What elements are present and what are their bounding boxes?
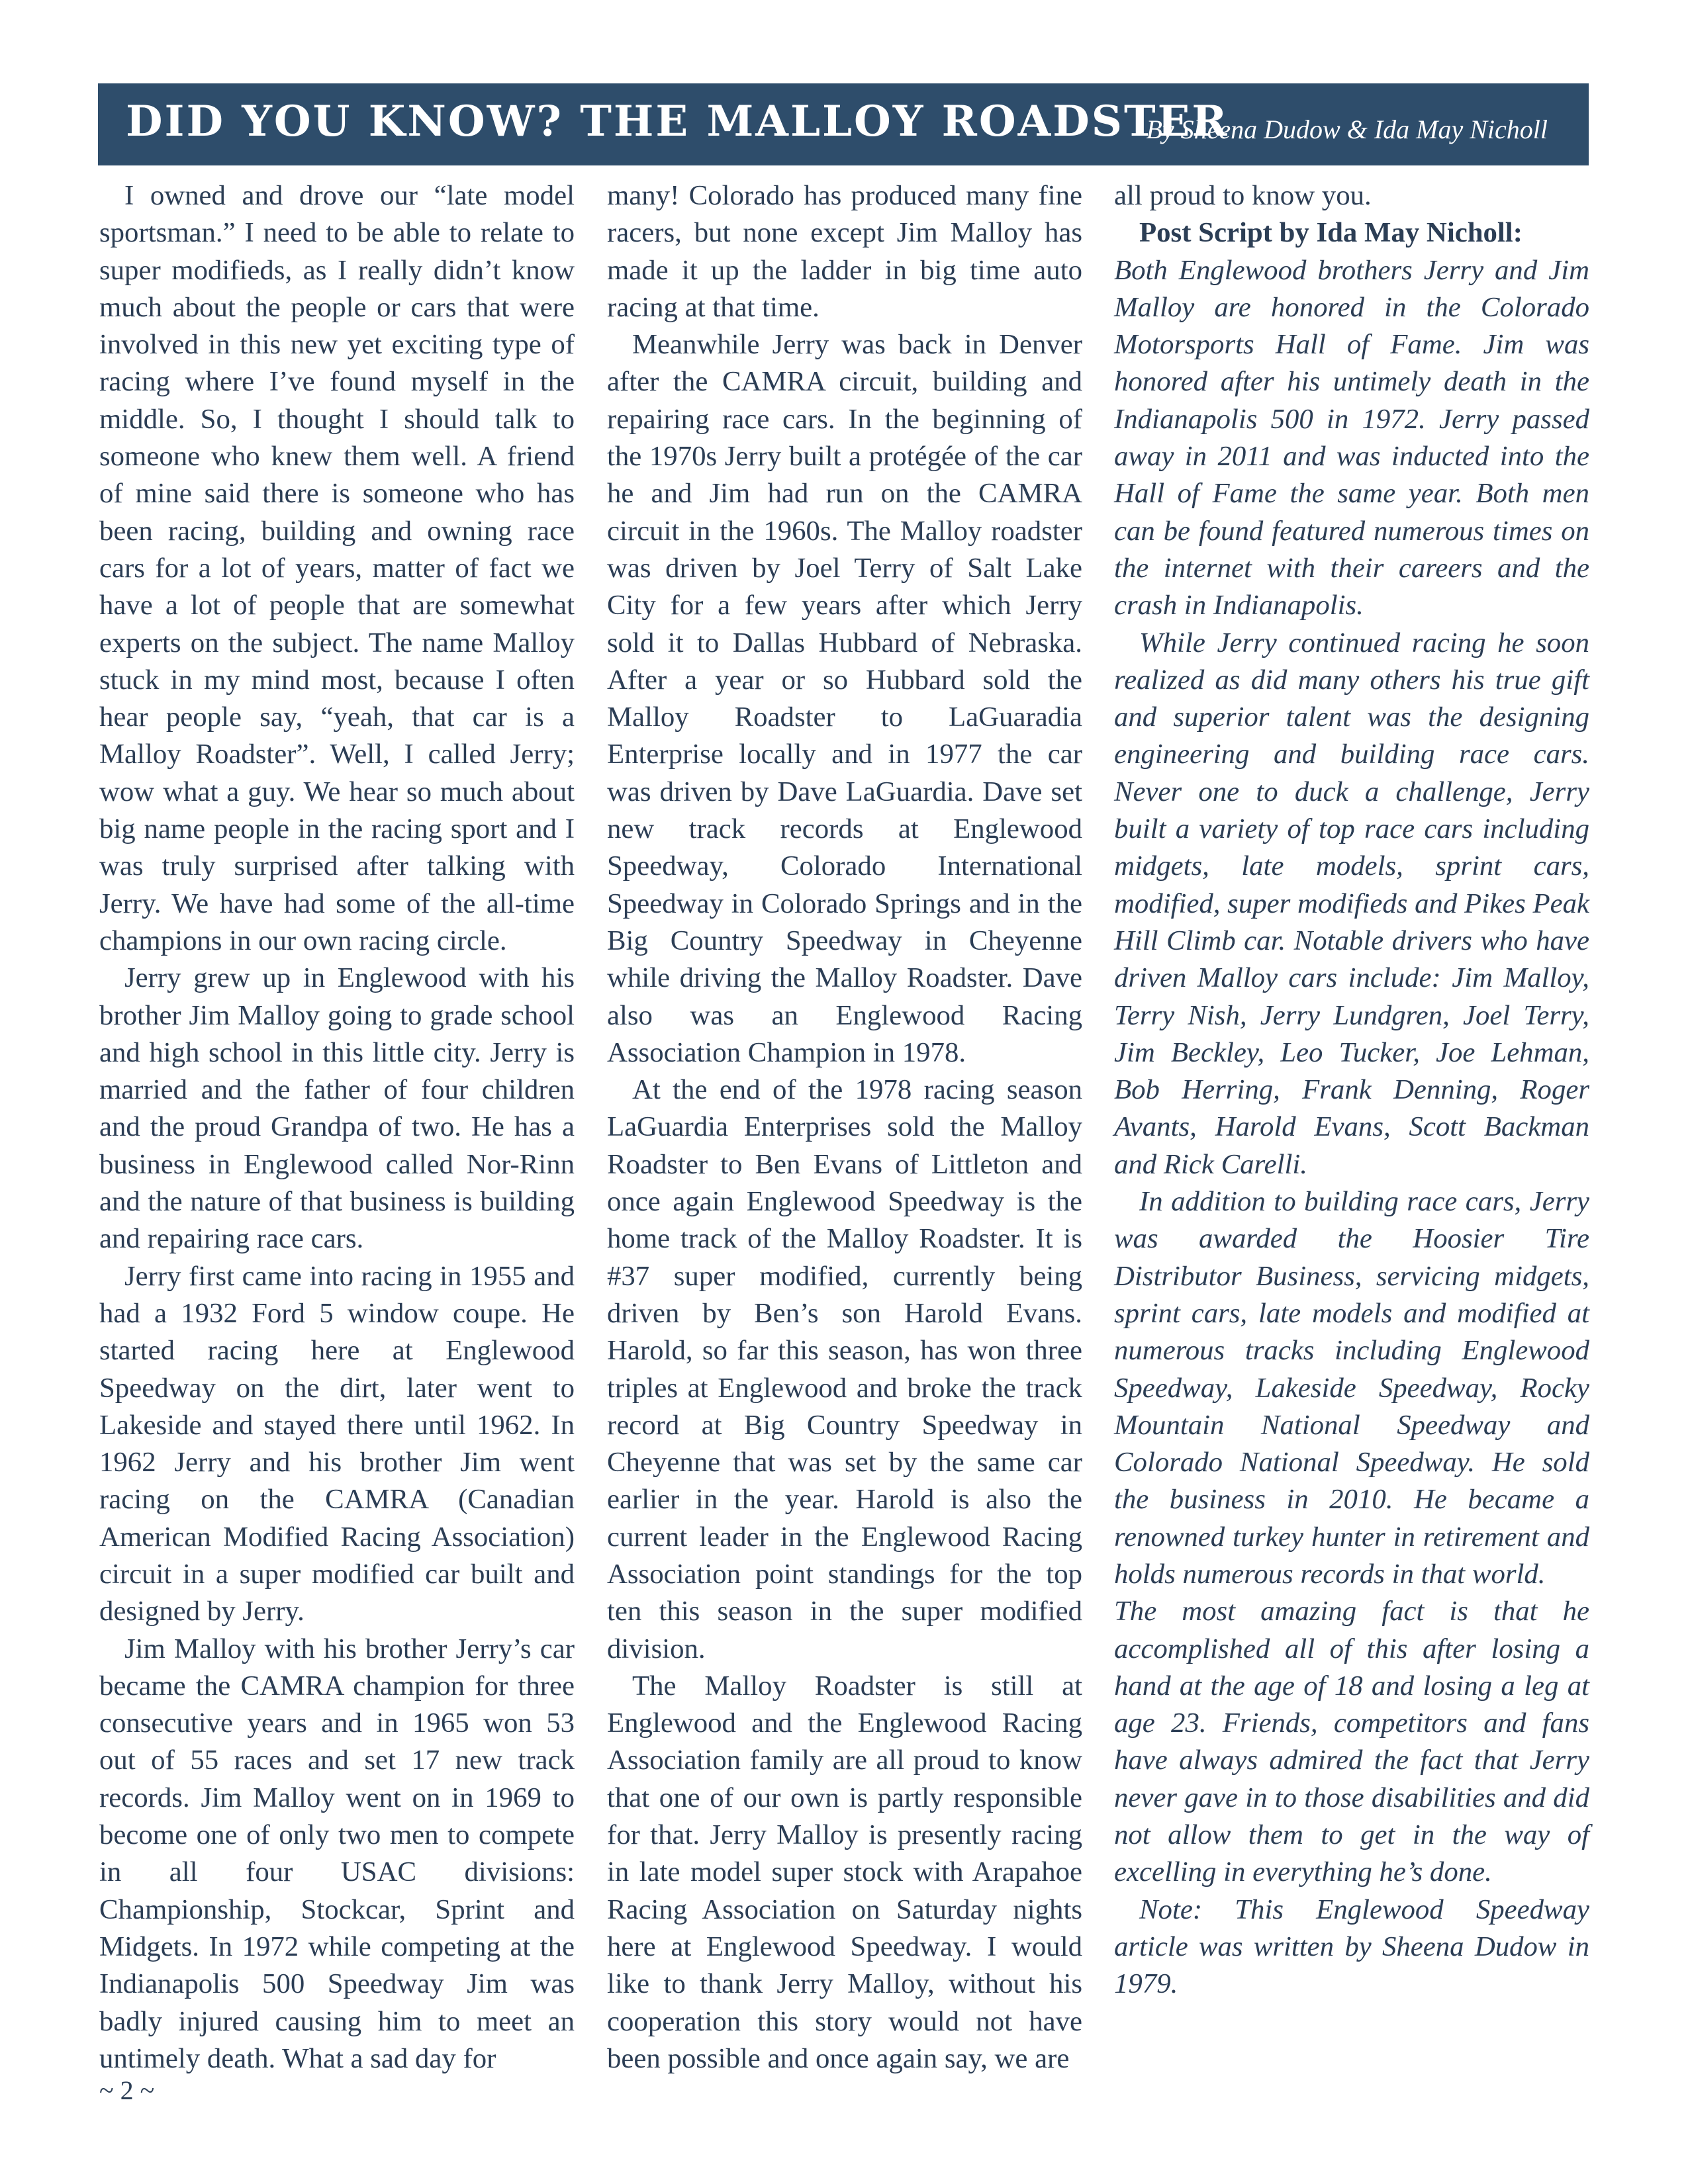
paragraph: Jerry grew up in Englewood with his brother Jim Malloy going to grade school and high school in this little city. Jerry is married and the father of four children and the proud Grandpa of two. He has a business in Englewood called Nor-Rinn and the nature of that business is building and repairing race cars.: [99, 962, 575, 1255]
paragraph: Jim Malloy with his brother Jerry’s car became the CAMRA champion for three consecutive years and in 1965 won 53 out of 55 races and set 17 new track records. Jim Malloy went on in 1969 to become one of only two men to compete in all four USAC divisions: Championship, Stockcar, Sprint and Midgets. In 1972 while competing at the Indianapolis 500 Speedway Jim was badly injured causing him to meet an untimely death. What a sad day for: [99, 1633, 575, 2074]
paragraph: Jerry first came into racing in 1955 and had a 1932 Ford 5 window coupe. He started racing here at Englewood Speedway on the dirt, later went to Lakeside and stayed there until 1962. In 1962 Jerry and his brother Jim went racing on the CAMRA (Canadian American Modified Racing Association) circuit in a super modified car built and designed by Jerry.: [99, 1260, 575, 1627]
paragraph: While Jerry continued racing he soon realized as did many others his true gift and superior talent was the designing engineering and building race cars. Never one to duck a challenge, Jerry built a variety of top race cars including midgets, late models, sprint cars, modified, super modifieds and Pikes Peak Hill Climb car. Notable drivers who have driven Malloy cars include: Jim Malloy, Terry Nish, Jerry Lundgren, Joel Terry, Jim Beckley, Leo Tucker, Joe Lehman, Bob Herring, Frank Denning, Roger Avants, Harold Evans, Scott Backman and Rick Carelli.: [1114, 627, 1589, 1180]
article-note: Note: This Englewood Speedway article was written by Sheena Dudow in 1979.: [1114, 1893, 1589, 2000]
paragraph: Meanwhile Jerry was back in Denver after the CAMRA circuit, building and repairing race cars. In the beginning of the 1970s Jerry built a protégée of the car he and Jim had run on the CAMRA circuit in the 1960s. The Malloy roadster was driven by Joel Terry of Salt Lake City for a few years after which Jerry sold it to Dallas Hubbard of Nebraska. After a year or so Hubbard sold the Malloy Roadster to LaGuaradia Enterprise locally and in 1977 the car was driven by Dave LaGuardia. Dave set new track records at Englewood Speedway, Colorado International Speedway in Colorado Springs and in the Big Country Speedway in Cheyenne while driving the Malloy Roadster. Dave also was an Englewood Racing Association Champion in 1978.: [607, 329, 1082, 1068]
page-number: ~ 2 ~: [99, 2075, 155, 2105]
article-column-right: [1114, 177, 1589, 2003]
postscript-heading: Post Script by Ida May Nicholl:: [1139, 217, 1523, 249]
article-byline: By Sheena Dudow & Ida May Nicholl: [1146, 114, 1548, 144]
paragraph: I owned and drove our “late model sportsman.” I need to be able to relate to super modifieds, as I really didn’t know much about the people or cars that were involved in this new yet exciting type of racing where I’ve found myself in the middle. So, I thought I should talk to someone who knew them well. A friend of mine said there is someone who has been racing, building and owning race cars for a lot of years, matter of fact we have a lot of people that are somewhat experts on the subject. The name Malloy stuck in my mind most, because I often hear people say, “yeah, that car is a Malloy Roadster”. Well, I called Jerry; wow what a guy. We hear so much about big name people in the racing sport and I was truly surprised after talking with Jerry. We have had some of the all-time champions in our own racing circle.: [99, 180, 575, 956]
paragraph: The Malloy Roadster is still at Englewood and the Englewood Racing Association family are all proud to know that one of our own is partly responsible for that. Jerry Malloy is presently racing in late model super stock with Arapahoe Racing Association on Saturday nights here at Englewood Speedway. I would like to thank Jerry Malloy, without his cooperation this story would not have been possible and once again say, we are: [607, 1670, 1082, 2074]
article-header-banner: [98, 83, 1589, 165]
article-title: DID YOU KNOW? THE MALLOY ROADSTER: [126, 97, 1229, 146]
article-column-middle: [607, 177, 1082, 2077]
paragraph: Both Englewood brothers Jerry and Jim Malloy are honored in the Colorado Motorsports Hall of Fame. Jim was honored after his untimely death in the Indianapolis 500 in 1972. Jerry passed away in 2011 and was inducted into the Hall of Fame the same year. Both men can be found featured numerous times on the internet with their careers and the crash in Indianapolis.: [1114, 254, 1589, 621]
paragraph: At the end of the 1978 racing season LaGuardia Enterprises sold the Malloy Roadster to Ben Evans of Littleton and once again Englewood Speedway is the home track of the Malloy Roadster. It is #37 super modified, currently being driven by Ben’s son Harold Evans. Harold, so far this season, has won three triples at Englewood and broke the track record at Big Country Speedway in Cheyenne that was set by the same car earlier in the year. Harold is also the current leader in the Englewood Racing Association point standings for the top ten this season in the super modified division.: [607, 1074, 1082, 1664]
paragraph-continuation: all proud to know you.: [1114, 180, 1372, 211]
paragraph-continuation: many! Colorado has produced many fine racers, but none except Jim Malloy has made it up the ladder in big time auto racing at that time.: [607, 180, 1082, 323]
article-column-left: [99, 177, 575, 2077]
paragraph: In addition to building race cars, Jerry was awarded the Hoosier Tire Distributor Business, servicing midgets, sprint cars, late models and modified at numerous tracks including Englewood Speedway, Lakeside Speedway, Rocky Mountain National Speedway and Colorado National Speedway. He sold the business in 2010. He became a renowned turkey hunter in retirement and holds numerous records in that world.: [1114, 1186, 1589, 1590]
paragraph: The most amazing fact is that he accomplished all of this after losing a hand at the age of 18 and losing a leg at age 23. Friends, competitors and fans have always admired the fact that Jerry never gave in to those disabilities and did not allow them to get in the way of excelling in everything he’s done.: [1114, 1596, 1589, 1888]
